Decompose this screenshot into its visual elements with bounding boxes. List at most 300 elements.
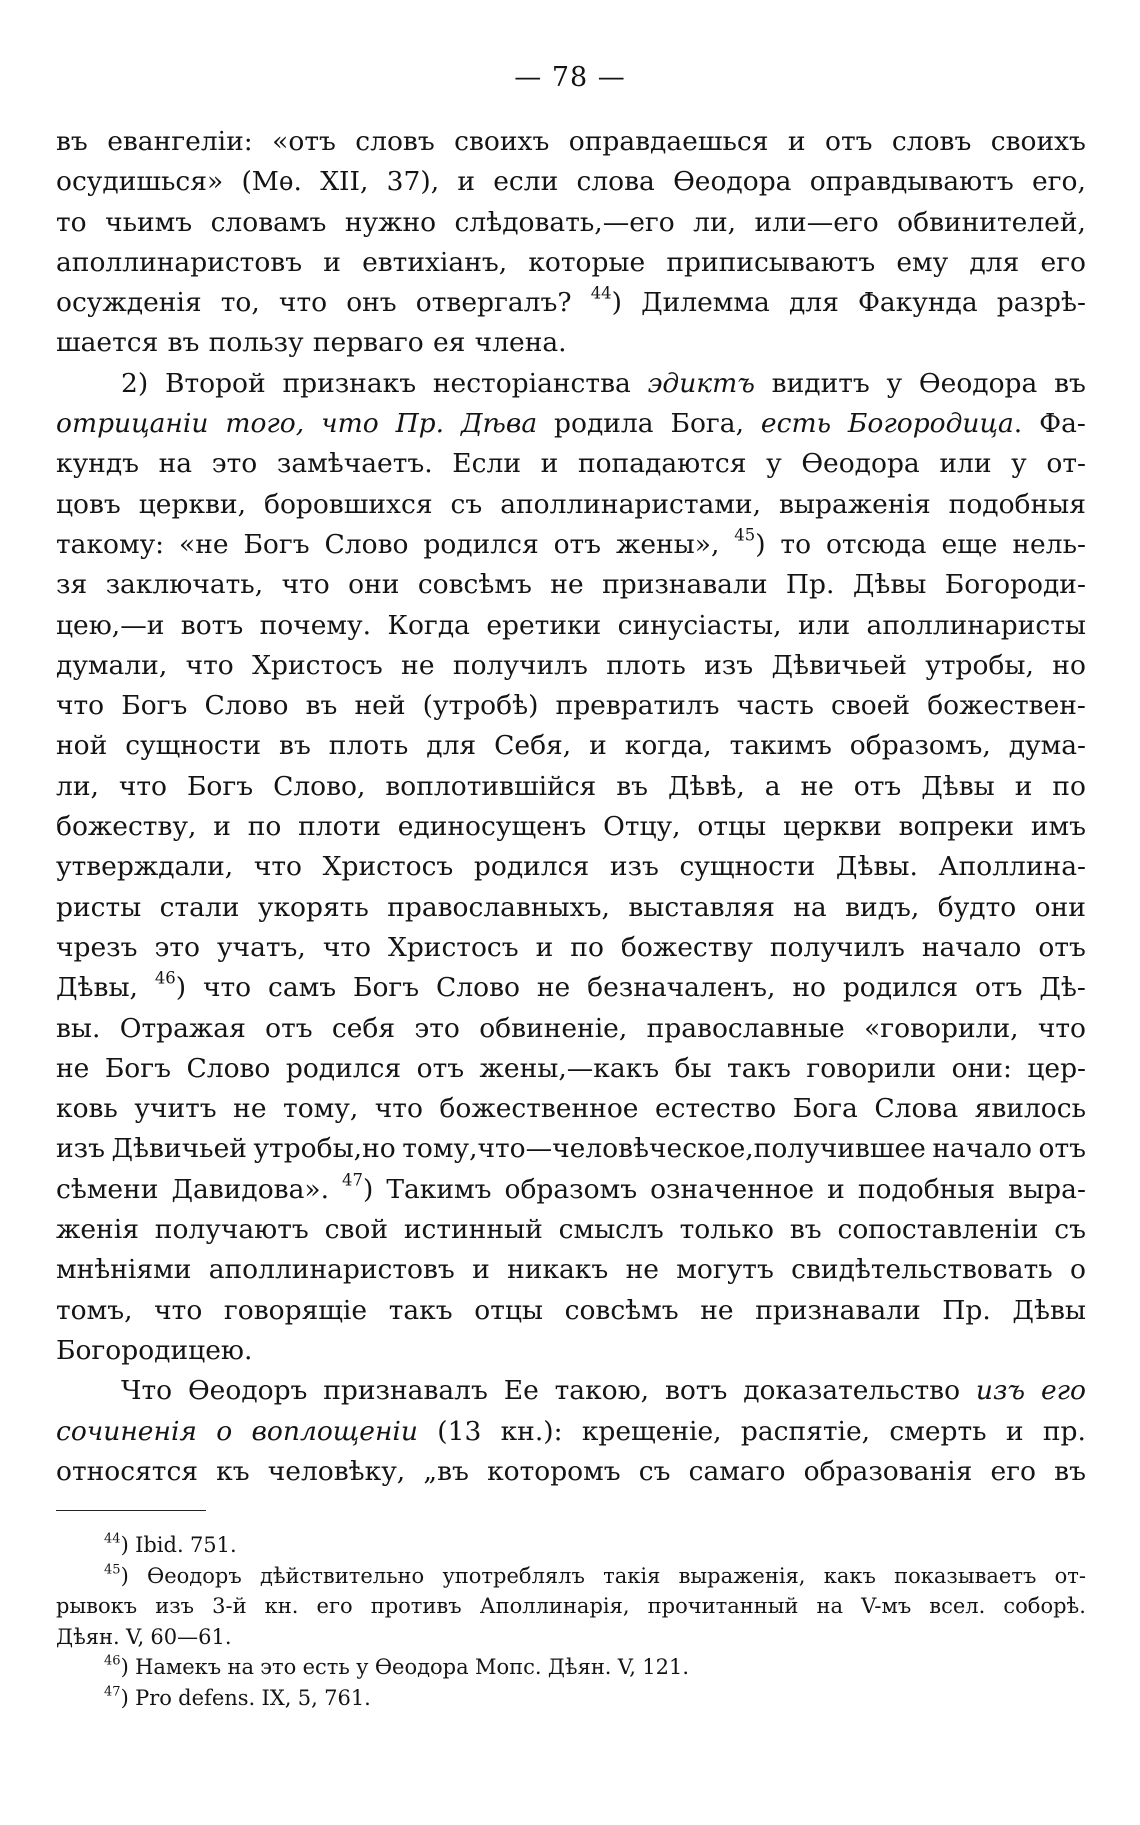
word: и: [1014, 770, 1033, 802]
word: 761.: [324, 1685, 371, 1710]
word: такою,: [554, 1375, 650, 1407]
word: безначаленъ,: [587, 972, 776, 1004]
word: выраженія: [779, 488, 931, 520]
word: явилось: [974, 1093, 1086, 1125]
word: отъ: [853, 770, 902, 802]
word: аполлинаристовъ: [56, 246, 303, 278]
word: сѣмени: [56, 1173, 159, 1205]
word: и: [540, 448, 559, 480]
word: не: [550, 569, 584, 601]
text-line: [56, 203, 1086, 243]
word: тому,: [283, 1093, 359, 1125]
word: признакъ: [282, 367, 417, 399]
text-line: [56, 1009, 1086, 1049]
word: это: [260, 1655, 297, 1680]
word: единосущенъ: [397, 811, 587, 843]
word: $^{46}$): [104, 1653, 129, 1680]
word: о: [216, 1415, 233, 1447]
word: родился: [423, 528, 539, 560]
main-text: [56, 122, 1086, 1492]
word: означенное: [650, 1173, 815, 1205]
word: «говорили,: [864, 1012, 1019, 1044]
word: аполлинаристами,: [500, 488, 762, 520]
word: отрицаніи: [56, 408, 209, 440]
word: учатъ,: [216, 931, 306, 963]
word: у: [356, 1655, 369, 1680]
word: что: [321, 408, 379, 440]
word: Ѳеодора: [374, 1655, 469, 1680]
word: или: [797, 609, 851, 641]
word: отъ: [416, 1052, 465, 1084]
word: 121.: [642, 1655, 690, 1680]
word: попадаются: [577, 448, 747, 480]
word: что: [185, 649, 234, 681]
word: съ: [450, 488, 483, 520]
word: естество: [654, 1093, 777, 1125]
word: чрезъ: [56, 931, 138, 963]
word: рывокъ: [56, 1594, 138, 1619]
word: от-: [1046, 448, 1086, 480]
word: дума-: [1008, 730, 1086, 762]
word: Что: [121, 1375, 173, 1407]
word: 2): [121, 367, 149, 399]
word: эдиктъ: [647, 367, 755, 399]
word: показываетъ: [894, 1563, 1037, 1588]
word: у: [1011, 448, 1027, 480]
word: получаютъ: [154, 1214, 309, 1246]
word: и: [213, 811, 231, 843]
text-line: [56, 928, 1086, 968]
word: Ѳеодора: [801, 448, 920, 480]
word: отъ: [975, 972, 1023, 1004]
word: Ѳеодора: [673, 166, 792, 198]
word: вотъ: [180, 609, 244, 641]
word: но: [1052, 649, 1086, 681]
word: (Мѳ.: [241, 166, 302, 198]
word: замѣчаетъ.: [276, 448, 433, 480]
word: къ: [216, 1455, 250, 1487]
word: для: [426, 730, 477, 762]
word: стали: [159, 891, 240, 923]
word: оправдаешься: [568, 126, 769, 157]
word: чьимъ: [105, 206, 193, 238]
word: 751.: [189, 1533, 237, 1557]
word: ему: [896, 246, 949, 278]
word: плоти: [298, 811, 381, 843]
word: что: [118, 770, 167, 802]
word: по: [1052, 770, 1086, 802]
word: но: [792, 972, 826, 1004]
word: Богородица.: [847, 408, 1023, 440]
word: евтихіанъ,: [362, 246, 508, 278]
word: и: [1005, 1415, 1024, 1447]
word: съ: [1054, 1214, 1086, 1246]
word: не: [233, 1093, 267, 1125]
word: это: [154, 931, 200, 963]
word: противъ: [370, 1594, 462, 1619]
word: превратилъ: [555, 690, 720, 722]
word: для: [969, 246, 1020, 278]
word: его: [1040, 1375, 1086, 1407]
text-line: [56, 283, 1086, 323]
word: Слово,: [273, 770, 366, 802]
word: нужно: [344, 206, 437, 238]
word: аполлинаристы: [866, 609, 1086, 641]
word: изъ: [56, 1133, 105, 1165]
word: получилъ: [452, 649, 588, 681]
word: $^{47}$): [342, 1170, 374, 1205]
word: въ: [1054, 1455, 1086, 1487]
word: имъ: [1030, 811, 1086, 843]
word: родился: [473, 851, 590, 883]
text-line: [56, 525, 1086, 565]
word: «не: [179, 528, 229, 560]
word: Дѣвы: [852, 569, 927, 601]
word: что: [154, 1294, 203, 1326]
word: Дилемма: [641, 287, 770, 319]
word: сущности: [125, 730, 262, 762]
word: они:: [951, 1052, 1012, 1084]
word: часть: [736, 690, 814, 722]
word: Слово: [324, 528, 409, 560]
text-line: [56, 686, 1086, 726]
word: такъ: [727, 1052, 791, 1084]
text-line: [56, 847, 1086, 887]
word: признавали: [755, 1294, 921, 1326]
word: смыслъ: [558, 1214, 664, 1246]
word: Дѣян.: [56, 1624, 120, 1649]
word: Дѣвѣ,: [667, 770, 745, 802]
word: самаго: [688, 1455, 786, 1487]
word: ли,: [56, 770, 99, 802]
word: человѣку,: [267, 1455, 406, 1487]
word: признавалъ: [323, 1375, 488, 1407]
word: относятся: [56, 1455, 199, 1487]
word: тому,что—человѣческое,получившее: [402, 1133, 926, 1165]
word: его: [316, 1594, 353, 1619]
word: родился: [285, 1052, 402, 1084]
word: 3-й: [212, 1594, 247, 1619]
word: распятіе,: [740, 1415, 871, 1447]
word: совсѣмъ: [417, 569, 532, 601]
text-line: [56, 565, 1086, 605]
word: и: [323, 246, 341, 278]
word: мнѣніями: [56, 1254, 192, 1286]
word: на: [816, 1594, 844, 1619]
word: воплотившійся: [385, 770, 597, 802]
word: цею,—и: [56, 609, 165, 641]
word: Мопс.: [474, 1655, 542, 1680]
word: 60—61.: [150, 1624, 232, 1649]
word: Слово: [204, 690, 289, 722]
word: отсюда: [825, 528, 927, 560]
word: обвиненіе,: [479, 1012, 628, 1044]
word: изъ: [704, 649, 754, 681]
word: Богъ: [352, 972, 420, 1004]
word: образованія: [803, 1455, 973, 1487]
word: Бога,: [670, 408, 745, 440]
word: совсѣмъ: [564, 1294, 679, 1326]
footnote-line: [56, 1683, 1086, 1714]
word: его: [1040, 246, 1086, 278]
word: въ: [279, 730, 311, 762]
word: на: [158, 448, 193, 480]
word: когда,: [624, 730, 712, 762]
text-line: [56, 807, 1086, 847]
word: Богъ: [121, 690, 188, 722]
text-line: [56, 485, 1086, 525]
word: говорили: [806, 1052, 937, 1084]
word: Дѣвичьей: [771, 649, 907, 681]
word: божественное: [439, 1093, 639, 1125]
word: словъ: [355, 126, 435, 157]
word: образомъ: [504, 1173, 638, 1205]
word: выра-: [1008, 1173, 1086, 1205]
word: начало: [932, 1133, 1032, 1165]
word: думали,: [56, 649, 168, 681]
word: такому:: [56, 528, 165, 560]
word: не: [536, 972, 571, 1004]
word: отъ: [553, 528, 602, 560]
word: сочиненія: [56, 1415, 197, 1447]
word: вопреки: [898, 811, 1015, 843]
word: божеству,: [56, 811, 197, 843]
footnote-line: [56, 1561, 1086, 1592]
word: XII,: [320, 166, 369, 198]
word: отъ: [1038, 931, 1086, 963]
word: 5,: [297, 1685, 318, 1710]
word: въ: [1054, 367, 1086, 399]
word: видитъ: [771, 367, 870, 399]
word: это: [414, 1012, 460, 1044]
text-line: [56, 1331, 1086, 1371]
word: бы: [674, 1052, 712, 1084]
word: они: [1034, 891, 1086, 923]
word: боровшихся: [263, 488, 433, 520]
word: Пр.: [942, 1294, 991, 1326]
word: крещеніе,: [581, 1415, 722, 1447]
word: Христосъ: [322, 851, 454, 883]
word: въ: [616, 770, 648, 802]
footnote-line: [56, 1622, 1086, 1653]
word: своей: [831, 690, 911, 722]
word: заключать,: [105, 569, 264, 601]
word: $^{45}$): [734, 525, 766, 560]
word: въ: [305, 690, 338, 722]
word: шается: [56, 327, 159, 359]
word: укорять: [257, 891, 369, 923]
word: Христосъ: [252, 649, 383, 681]
word: могутъ: [676, 1254, 774, 1286]
word: аполлинаристовъ: [208, 1254, 455, 1286]
word: не: [800, 770, 834, 802]
word: Ibid.: [135, 1533, 184, 1557]
text-line: [56, 364, 1086, 404]
word: ея: [433, 327, 466, 359]
word: зя: [56, 569, 88, 601]
word: $^{45}$): [104, 1561, 129, 1588]
word: или—его: [754, 206, 879, 238]
word: что: [202, 972, 252, 1004]
word: $^{47}$): [104, 1684, 129, 1710]
word: Ѳеодоръ: [147, 1563, 242, 1588]
word: такъ: [388, 1294, 453, 1326]
word: перваго: [312, 327, 424, 359]
word: что: [278, 287, 328, 319]
word: Второй: [164, 367, 266, 399]
word: самъ: [267, 972, 337, 1004]
word: это: [211, 448, 258, 480]
word: прочитанный: [647, 1594, 799, 1619]
word: приписываютъ: [666, 246, 876, 278]
word: то: [56, 206, 87, 238]
word: учитъ: [134, 1093, 217, 1125]
word: Аполлинарія,: [479, 1594, 630, 1619]
text-line: [56, 968, 1086, 1008]
word: родила: [554, 408, 654, 440]
word: выставляя: [628, 891, 775, 923]
word: Бога: [792, 1093, 858, 1125]
word: Ѳеодора: [918, 367, 1038, 399]
word: съ: [638, 1455, 671, 1487]
word: что: [281, 569, 330, 601]
text-line: [56, 646, 1086, 686]
word: от-: [1054, 1563, 1086, 1588]
word: $^{44}$): [104, 1531, 129, 1557]
text-line: [56, 1250, 1086, 1290]
word: утробы,: [925, 649, 1034, 681]
word: Pro: [135, 1685, 172, 1710]
word: образомъ,: [849, 730, 991, 762]
word: только: [679, 1214, 774, 1246]
word: по: [570, 931, 604, 963]
word: Христосъ: [387, 931, 519, 963]
word: женія: [56, 1214, 139, 1246]
word: (утробѣ): [422, 690, 539, 722]
word: говорящіе: [223, 1294, 368, 1326]
word: въ: [167, 327, 200, 359]
text-line: [56, 1452, 1086, 1492]
word: и: [472, 1254, 490, 1286]
word: ковь: [56, 1093, 118, 1125]
word: «отъ: [272, 126, 336, 157]
word: и: [457, 166, 476, 198]
footnote-line: [56, 1591, 1086, 1622]
word: Богъ: [243, 528, 310, 560]
word: божествен-: [927, 690, 1086, 722]
word: ной: [56, 730, 108, 762]
word: V-мъ: [861, 1594, 912, 1619]
word: пр.: [1042, 1415, 1086, 1447]
word: несторіанства: [432, 367, 631, 399]
word: то: [780, 528, 812, 560]
word: Дѣвичьей: [111, 1133, 247, 1165]
text-line: [56, 1210, 1086, 1250]
word: отъ: [265, 1012, 313, 1044]
word: у: [766, 448, 782, 480]
word: себя: [331, 1012, 396, 1044]
word: что: [374, 1093, 423, 1125]
text-line: [56, 1049, 1086, 1089]
word: начало: [921, 931, 1022, 963]
word: Богородицею.: [56, 1334, 253, 1366]
word: „въ: [423, 1455, 469, 1487]
word: члена.: [474, 327, 567, 359]
word: Дѣвы.: [835, 851, 918, 883]
word: V,: [125, 1624, 145, 1649]
word: 37),: [386, 166, 440, 198]
text-line: [56, 323, 1086, 363]
word: то,: [220, 287, 260, 319]
word: Пр.: [785, 569, 835, 601]
word: утробы,но: [253, 1133, 396, 1165]
word: свидѣтельствовать: [791, 1254, 1053, 1286]
word: отцы: [697, 811, 767, 843]
word: его,: [1031, 166, 1086, 198]
word: изъ: [155, 1594, 195, 1619]
word: на: [793, 891, 827, 923]
word: выраженія,: [678, 1563, 806, 1588]
word: Если: [452, 448, 521, 480]
word: Намекъ: [135, 1655, 222, 1680]
word: не: [401, 649, 435, 681]
word: Ѳеодоръ: [187, 1375, 308, 1407]
word: употреблялъ: [442, 1563, 585, 1588]
word: Себя,: [494, 730, 572, 762]
word: Аполлина-: [938, 851, 1086, 883]
page-number: — 78 —: [514, 62, 626, 93]
word: смерть: [889, 1415, 987, 1447]
word: Когда: [387, 609, 470, 641]
text-line: [56, 1129, 1086, 1169]
footnotes: [56, 1530, 1086, 1714]
word: цовъ: [56, 488, 121, 520]
word: Богъ: [186, 770, 254, 802]
word: плоть: [328, 730, 409, 762]
word: и: [787, 126, 806, 157]
word: Дѣвы,: [56, 972, 138, 1004]
word: въ: [789, 1214, 822, 1246]
word: доказательство: [743, 1375, 961, 1407]
text-line: [56, 1089, 1086, 1129]
word: слѣдовать,—его: [454, 206, 675, 238]
word: дѣйствительно: [259, 1563, 425, 1588]
word: пользу: [208, 327, 304, 359]
word: по: [247, 811, 282, 843]
word: сопоставленіи: [837, 1214, 1039, 1246]
word: жены,—какъ: [479, 1052, 660, 1084]
word: не: [56, 1052, 90, 1084]
text-line: [56, 122, 1086, 162]
word: Дѣян.: [547, 1655, 612, 1680]
word: defens.: [178, 1685, 256, 1710]
word: словъ: [891, 126, 972, 157]
word: не: [625, 1254, 659, 1286]
word: божеству: [620, 931, 753, 963]
word: получилъ: [769, 931, 905, 963]
word: церкви,: [138, 488, 247, 520]
word: еретики: [486, 609, 602, 641]
word: томъ,: [56, 1294, 133, 1326]
word: православныхъ,: [387, 891, 610, 923]
word: они: [348, 569, 400, 601]
word: у: [886, 367, 903, 399]
text-line: [56, 606, 1086, 646]
word: которомъ: [487, 1455, 621, 1487]
word: Давидова».: [171, 1173, 330, 1205]
word: будто: [937, 891, 1017, 923]
word: подобныя: [948, 488, 1086, 520]
